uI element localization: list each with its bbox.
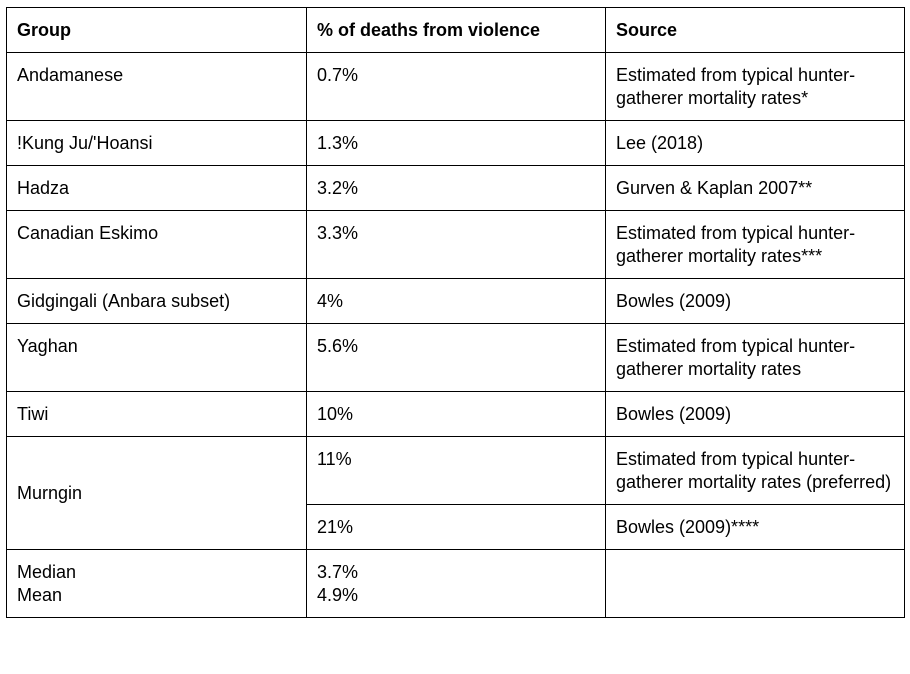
table-row	[7, 279, 905, 324]
group-cell: Yaghan	[7, 324, 307, 392]
summary-values-cell	[307, 550, 606, 618]
group-cell: !Kung Ju/'Hoansi	[7, 121, 307, 166]
table-row	[7, 211, 905, 279]
table-row	[7, 166, 905, 211]
source-cell: Gurven & Kaplan 2007**	[606, 166, 905, 211]
header-percent: % of deaths from violence	[307, 8, 606, 53]
source-cell: Estimated from typical hunter-gatherer mortality rates (preferred)	[606, 437, 905, 505]
summary-source-cell	[606, 550, 905, 618]
percent-cell: 3.2%	[307, 166, 606, 211]
source-cell: Lee (2018)	[606, 121, 905, 166]
header-source: Source	[606, 8, 905, 53]
percent-cell: 11%	[307, 437, 606, 505]
source-cell: Estimated from typical hunter-gatherer mortality rates	[606, 324, 905, 392]
percent-cell: 5.6%	[307, 324, 606, 392]
median-label: Median	[17, 562, 77, 582]
source-cell: Bowles (2009)	[606, 279, 905, 324]
violence-deaths-table	[6, 7, 905, 618]
group-cell: Gidgingali (Anbara subset)	[7, 279, 307, 324]
group-cell-murngin: Murngin	[7, 437, 307, 550]
mean-value: 4.9%	[317, 585, 359, 605]
table-row	[7, 324, 905, 392]
summary-labels-cell	[7, 550, 307, 618]
table-row	[7, 53, 905, 121]
median-value: 3.7%	[317, 562, 359, 582]
summary-row	[7, 550, 905, 618]
percent-cell: 21%	[307, 505, 606, 550]
percent-cell: 4%	[307, 279, 606, 324]
header-row	[7, 8, 905, 53]
table-row	[7, 437, 905, 505]
group-cell: Canadian Eskimo	[7, 211, 307, 279]
source-cell: Estimated from typical hunter-gatherer mortality rates***	[606, 211, 905, 279]
percent-cell: 10%	[307, 392, 606, 437]
percent-cell: 3.3%	[307, 211, 606, 279]
percent-cell: 1.3%	[307, 121, 606, 166]
mean-label: Mean	[17, 585, 63, 605]
group-cell: Tiwi	[7, 392, 307, 437]
table-row	[7, 392, 905, 437]
group-cell: Hadza	[7, 166, 307, 211]
source-cell: Bowles (2009)	[606, 392, 905, 437]
source-cell: Bowles (2009)****	[606, 505, 905, 550]
group-cell: Andamanese	[7, 53, 307, 121]
percent-cell: 0.7%	[307, 53, 606, 121]
table-row	[7, 121, 905, 166]
header-group: Group	[7, 8, 307, 53]
source-cell: Estimated from typical hunter-gatherer mortality rates*	[606, 53, 905, 121]
